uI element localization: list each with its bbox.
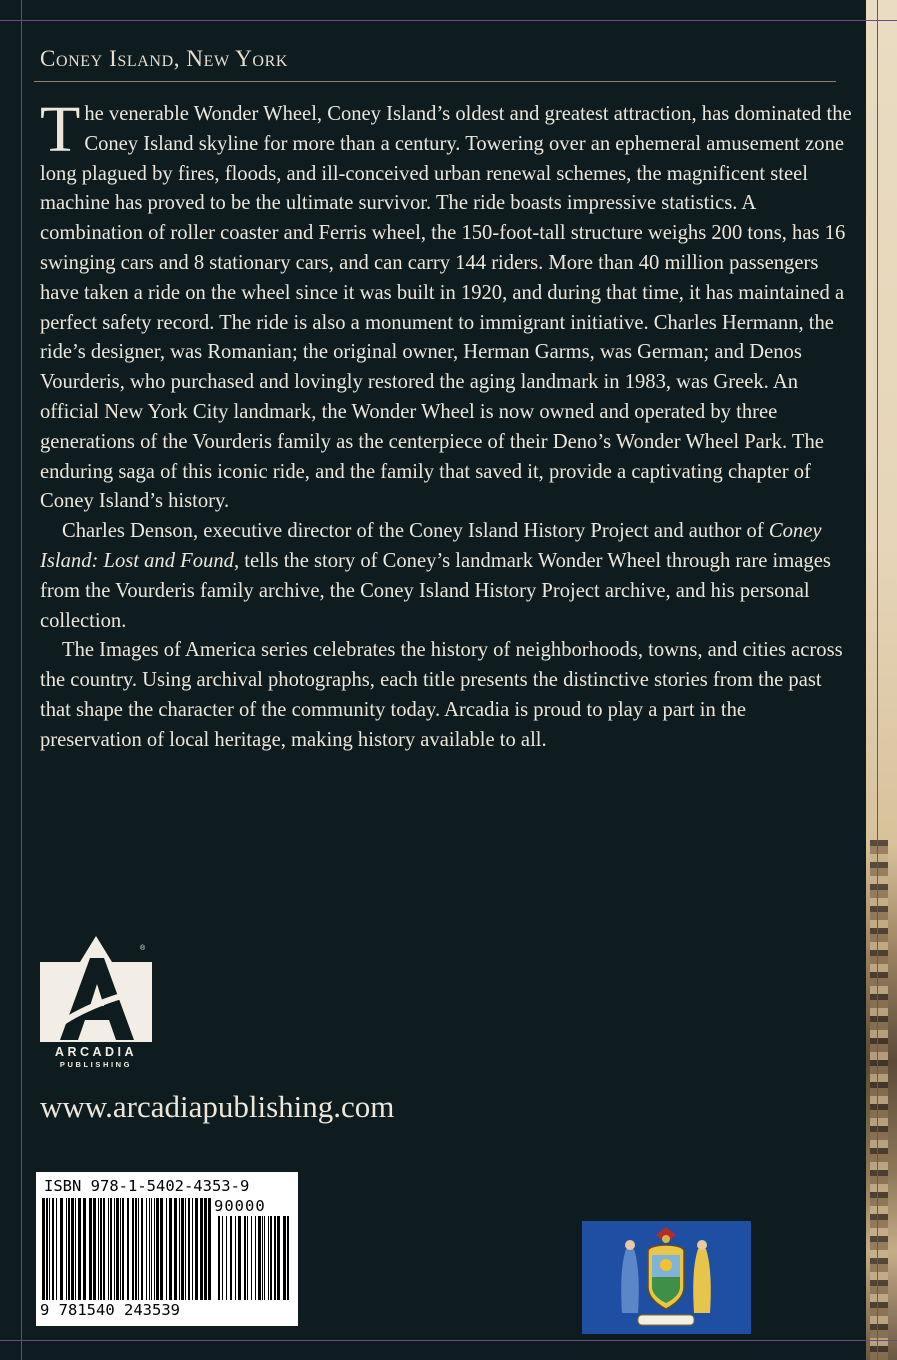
drop-cap: T — [40, 93, 81, 166]
barcode-bar — [100, 1198, 102, 1300]
publisher-name-line-2: PUBLISHING — [59, 1060, 133, 1069]
barcode-bar — [75, 1198, 76, 1300]
barcode-bar — [274, 1216, 276, 1300]
paragraph-2 — [40, 517, 852, 636]
barcode-bar — [66, 1198, 67, 1300]
paragraph-2-after: , tells the story of Coney’s landmark Wonder Wheel through rare images from the Vourderis family archive, the Coney Island History Project archive, and his personal collection. — [40, 549, 831, 632]
isbn-text: ISBN 978-1-5402-4353-9 — [44, 1177, 250, 1195]
barcode-bar — [179, 1198, 180, 1300]
barcode-bar — [122, 1198, 124, 1300]
barcode-bar — [120, 1198, 121, 1300]
addon-barcode-icon — [218, 1216, 290, 1300]
barcode-bar — [156, 1198, 159, 1300]
edge-photo-strip — [866, 0, 897, 1360]
barcode-bar — [181, 1198, 184, 1300]
ean-digits: 9 781540 243539 — [40, 1301, 180, 1319]
barcode-bar — [154, 1198, 155, 1300]
barcode-bar — [218, 1216, 220, 1300]
barcode-bar — [235, 1216, 236, 1300]
barcode-bar — [195, 1198, 198, 1300]
barcode-bar — [78, 1198, 81, 1300]
svg-text:®: ® — [140, 945, 146, 952]
barcode-bar — [42, 1198, 45, 1300]
barcode-bar — [71, 1198, 74, 1300]
barcode-bar — [268, 1216, 269, 1300]
barcode-panel — [36, 1172, 298, 1326]
barcode-bar — [169, 1198, 172, 1300]
barcode-bar — [251, 1216, 252, 1300]
barcode-bar — [93, 1198, 96, 1300]
barcode-bar — [238, 1216, 241, 1300]
publisher-name — [40, 1045, 152, 1069]
barcode-bar — [230, 1216, 232, 1300]
trim-line-bottom — [0, 1340, 897, 1341]
publisher-website: www.arcadiapublishing.com — [40, 1089, 395, 1124]
barcode-bar — [127, 1198, 129, 1300]
barcode-bar — [244, 1216, 246, 1300]
barcode-bar — [49, 1198, 50, 1300]
barcode-bar — [135, 1198, 137, 1300]
barcode-bar — [108, 1198, 109, 1300]
barcode-bar — [200, 1198, 203, 1300]
barcode-bar — [149, 1198, 150, 1300]
barcode-bar — [258, 1216, 261, 1300]
trim-line-left — [21, 0, 22, 1360]
paragraph-1 — [40, 93, 852, 517]
barcode-bar — [255, 1216, 256, 1300]
barcode-bar — [226, 1216, 227, 1300]
barcode-bar — [83, 1198, 86, 1300]
book-title: Coney Island: Lost and Found — [40, 520, 822, 572]
barcode-bar — [287, 1216, 289, 1300]
photo-post — [870, 840, 888, 1360]
barcode-bar — [132, 1198, 134, 1300]
description — [40, 93, 852, 756]
barcode-bar — [262, 1216, 263, 1300]
barcode-bar — [60, 1198, 63, 1300]
barcode-bar — [192, 1198, 193, 1300]
paragraph-2-before: Charles Denson, executive director of the Coney Island History Project and author of — [62, 520, 769, 543]
barcode-bar — [46, 1198, 48, 1300]
barcode-bar — [188, 1198, 190, 1300]
barcode-bar — [56, 1198, 57, 1300]
barcode-bar — [185, 1198, 186, 1300]
barcode-bar — [208, 1198, 211, 1300]
barcode-bar — [89, 1198, 92, 1300]
barcode-bar — [247, 1216, 248, 1300]
series-location-title: Coney Island, New York — [40, 46, 288, 71]
price-code: 90000 — [214, 1197, 266, 1215]
barcode-bar — [141, 1198, 143, 1300]
barcode-bar — [151, 1198, 152, 1300]
barcode-bar — [68, 1198, 70, 1300]
trim-line-right — [877, 0, 878, 1360]
barcode-bar — [222, 1216, 223, 1300]
barcode-bar — [166, 1198, 167, 1300]
barcode-bar — [264, 1216, 265, 1300]
trim-line-top — [0, 20, 897, 21]
barcode-bar — [138, 1198, 139, 1300]
barcode-bar — [204, 1198, 207, 1300]
barcode-bar — [283, 1216, 286, 1300]
barcode-bar — [110, 1198, 112, 1300]
ean-barcode-icon — [42, 1198, 214, 1300]
barcode-bar — [270, 1216, 272, 1300]
barcode-bar — [103, 1198, 105, 1300]
barcode-bar — [116, 1198, 119, 1300]
new-york-state-flag-icon — [582, 1221, 751, 1334]
barcode-bar — [52, 1198, 54, 1300]
barcode-bar — [174, 1198, 177, 1300]
barcode-bar — [98, 1198, 99, 1300]
barcode-bar — [146, 1198, 147, 1300]
paragraph-3: The Images of America series celebrates the history of neighborhoods, towns, and cities across the country. Using archival photographs, each title presents the distinctive stories from the past that shape the character of the community today. Arcadia is proud to play a part in the preservation of local heritage, making history available to all. — [40, 639, 843, 751]
barcode-bar — [114, 1198, 115, 1300]
paragraph-1-text: he venerable Wonder Wheel, Coney Island’s oldest and greatest attraction, has dominated the Coney Island skyline for more than a century. Towering over an ephemeral amusement zone long plagued by fires, floods, and ill-conceived urban renewal schemes, the magnificent steel machine has proved to be the ultimate survivor. The ride boasts impressive statistics. A combination of roller coaster and Ferris wheel, the 150-foot-tall structure weighs 200 tons, has 16 swinging cars and 8 stationary cars, and can carry 144 riders. More than 40 million passengers have taken a ride on the wheel since it was built in 1920, and during that time, it has maintained a perfect safety record. The ride is also a monument to immigrant initiative. Charles Hermann, the ride’s designer, was Romanian; the original owner, Herman Garms, was German; and Denos Vourderis, who purchased and lovingly restored the aging landmark in 1983, was Greek. An official New York City landmark, the Wonder Wheel is now owned and operated by three generations of the Vourderis family as the centerpiece of their Deno’s Wonder Wheel Park. The enduring saga of this iconic ride, and the family that saved it, provide a captivating chapter of Coney Island’s history. — [40, 103, 852, 513]
title-rule — [34, 81, 836, 82]
publisher-name-line-1: ARCADIA — [54, 1045, 138, 1059]
barcode-bar — [277, 1216, 280, 1300]
barcode-bar — [160, 1198, 163, 1300]
